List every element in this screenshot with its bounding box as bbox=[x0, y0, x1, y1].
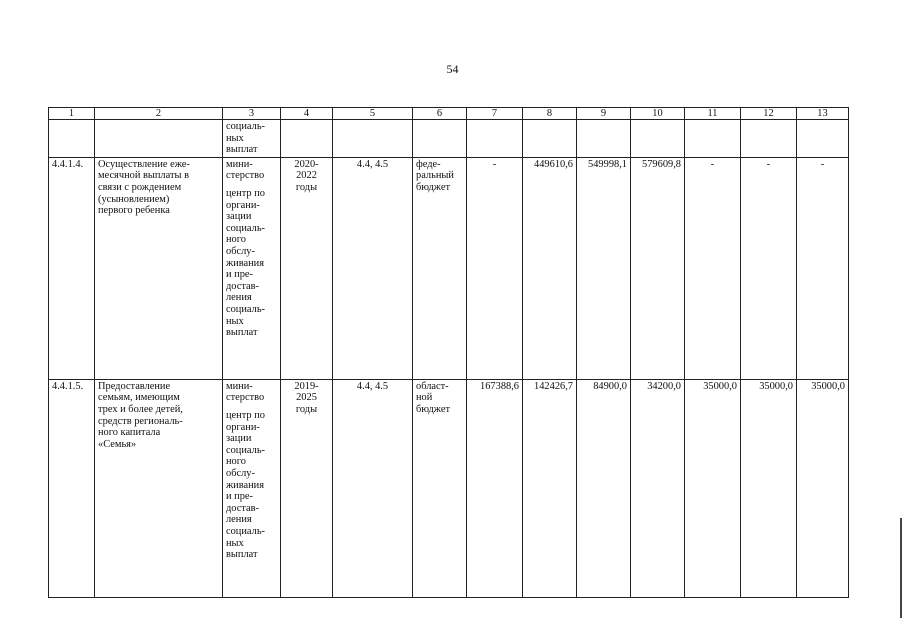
text-line: связи с рождением bbox=[98, 181, 182, 193]
text-line: обслу- bbox=[226, 245, 255, 257]
text-line: годы bbox=[295, 181, 318, 193]
empty-cell bbox=[95, 120, 223, 158]
value-cell: - bbox=[797, 157, 849, 379]
indicators-cell: 4.4, 4.5 bbox=[333, 157, 413, 379]
text-line: Осуществление еже- bbox=[98, 158, 190, 170]
name-cell bbox=[95, 379, 223, 597]
header-cell: 10 bbox=[631, 108, 685, 120]
header-cell: 11 bbox=[685, 108, 741, 120]
empty-cell bbox=[685, 120, 741, 158]
text-line: центр по bbox=[226, 187, 265, 199]
text-line: ных bbox=[226, 132, 244, 144]
text-line: ного bbox=[226, 456, 246, 468]
text-line: социаль- bbox=[226, 444, 266, 456]
program-table bbox=[48, 107, 849, 598]
table-row bbox=[49, 379, 849, 597]
header-cell: 13 bbox=[797, 108, 849, 120]
code-cell: 4.4.1.5. bbox=[49, 379, 95, 597]
header-cell: 6 bbox=[413, 108, 467, 120]
period-cell bbox=[281, 379, 333, 597]
text-line: трех и более детей, bbox=[98, 403, 183, 415]
continuation-row bbox=[49, 120, 849, 158]
header-cell: 2 bbox=[95, 108, 223, 120]
header-cell: 12 bbox=[741, 108, 797, 120]
responsible-cell bbox=[223, 379, 281, 597]
source-cell bbox=[413, 157, 467, 379]
text-line: годы bbox=[295, 403, 318, 415]
value-cell: - bbox=[685, 157, 741, 379]
text-line: первого ребенка bbox=[98, 205, 170, 217]
text-line: органи- bbox=[226, 421, 260, 433]
value-cell: - bbox=[741, 157, 797, 379]
empty-cell bbox=[741, 120, 797, 158]
header-cell: 7 bbox=[467, 108, 523, 120]
text-line: и пре- bbox=[226, 491, 253, 503]
text-line: (усыновлением) bbox=[98, 193, 170, 205]
text-line: бюджет bbox=[416, 403, 451, 415]
empty-cell bbox=[467, 120, 523, 158]
header-cell: 3 bbox=[223, 108, 281, 120]
text-line: выплат bbox=[226, 327, 258, 339]
header-cell: 1 bbox=[49, 108, 95, 120]
text-line: живания bbox=[226, 257, 265, 269]
text-line: достав- bbox=[226, 502, 259, 514]
scan-edge-mark bbox=[900, 518, 902, 618]
table-row bbox=[49, 157, 849, 379]
text-line: ления bbox=[226, 292, 252, 304]
text-line: средств региональ- bbox=[98, 415, 183, 427]
value-cell: 84900,0 bbox=[577, 379, 631, 597]
text-line: 2025 bbox=[296, 392, 317, 404]
text-line: ной bbox=[416, 392, 433, 404]
text-line: органи- bbox=[226, 199, 260, 211]
value-cell: 142426,7 bbox=[523, 379, 577, 597]
value-cell: 35000,0 bbox=[797, 379, 849, 597]
text-line: социаль- bbox=[226, 222, 266, 234]
value-cell: 34200,0 bbox=[631, 379, 685, 597]
header-cell: 9 bbox=[577, 108, 631, 120]
value-cell: 35000,0 bbox=[741, 379, 797, 597]
empty-cell bbox=[797, 120, 849, 158]
text-line: стерство bbox=[226, 392, 265, 404]
text-line: обслу- bbox=[226, 467, 255, 479]
text-line: ного bbox=[226, 234, 246, 246]
empty-cell bbox=[281, 120, 333, 158]
text-line: достав- bbox=[226, 280, 259, 292]
value-cell: 167388,6 bbox=[467, 379, 523, 597]
text-line: стерство bbox=[226, 170, 265, 182]
value-cell: 35000,0 bbox=[685, 379, 741, 597]
text-line: зации bbox=[226, 211, 252, 223]
page-number: 54 bbox=[446, 62, 459, 76]
text-line: мини- bbox=[226, 380, 253, 392]
header-row bbox=[49, 108, 849, 120]
text-line: феде- bbox=[416, 158, 441, 170]
header-cell: 4 bbox=[281, 108, 333, 120]
value-cell: - bbox=[467, 157, 523, 379]
text-line: социаль- bbox=[226, 525, 266, 537]
empty-cell bbox=[333, 120, 413, 158]
value-cell: 449610,6 bbox=[523, 157, 577, 379]
text-line: социаль- bbox=[226, 303, 266, 315]
source-cell bbox=[413, 379, 467, 597]
text-line: ления bbox=[226, 514, 252, 526]
text-line: бюджет bbox=[416, 181, 451, 193]
empty-cell bbox=[631, 120, 685, 158]
period-cell bbox=[281, 157, 333, 379]
text-line: социаль- bbox=[226, 121, 266, 132]
header-cell: 5 bbox=[333, 108, 413, 120]
text-line: семьям, имеющим bbox=[98, 392, 180, 404]
text-line: мини- bbox=[226, 158, 253, 170]
text-line: зации bbox=[226, 433, 252, 445]
empty-cell bbox=[523, 120, 577, 158]
text-line: 2022 bbox=[296, 170, 317, 182]
text-line: ральный bbox=[416, 170, 454, 182]
empty-cell bbox=[413, 120, 467, 158]
text-line: 2020- bbox=[294, 158, 319, 170]
code-cell: 4.4.1.4. bbox=[49, 157, 95, 379]
text-line: ных bbox=[226, 315, 244, 327]
name-cell bbox=[95, 157, 223, 379]
text-line: ного капитала bbox=[98, 427, 161, 439]
text-line: центр по bbox=[226, 409, 265, 421]
header-cell: 8 bbox=[523, 108, 577, 120]
text-line: Предоставление bbox=[98, 380, 171, 392]
empty-cell bbox=[49, 120, 95, 158]
text-line: живания bbox=[226, 479, 265, 491]
text-line: 2019- bbox=[294, 380, 319, 392]
empty-cell bbox=[577, 120, 631, 158]
text-line: выплат bbox=[226, 549, 258, 561]
indicators-cell: 4.4, 4.5 bbox=[333, 379, 413, 597]
responsible-cell bbox=[223, 157, 281, 379]
text-line: ных bbox=[226, 537, 244, 549]
text-line: выплат bbox=[226, 144, 258, 156]
responsible-cell bbox=[223, 120, 281, 158]
value-cell: 549998,1 bbox=[577, 157, 631, 379]
value-cell: 579609,8 bbox=[631, 157, 685, 379]
text-line: област- bbox=[416, 380, 449, 392]
text-line: «Семья» bbox=[98, 438, 137, 450]
text-line: месячной выплаты в bbox=[98, 170, 189, 182]
text-line: и пре- bbox=[226, 269, 253, 281]
